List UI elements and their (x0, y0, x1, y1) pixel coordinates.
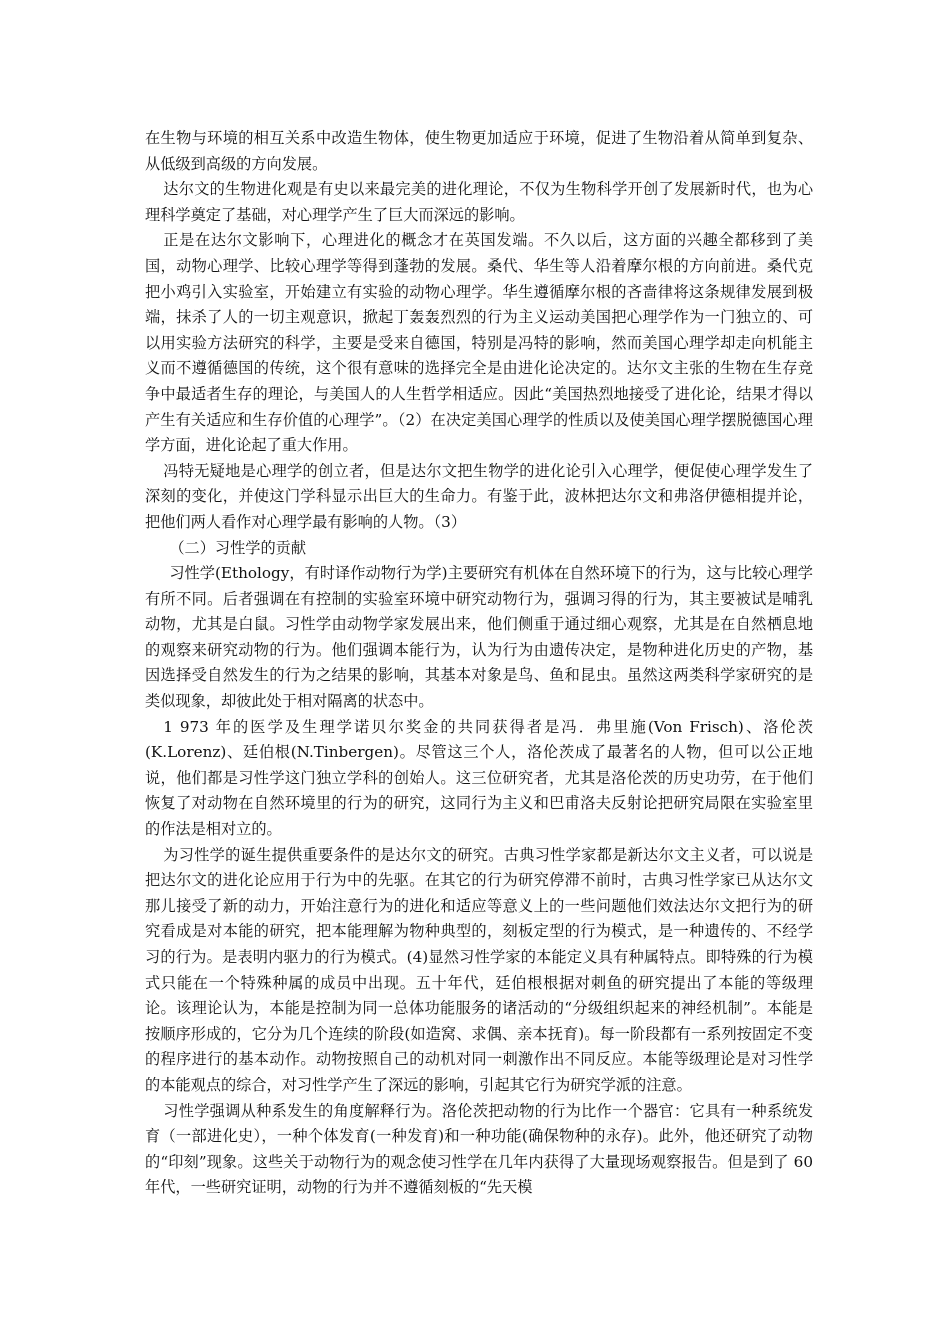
paragraph-nobel-prize: 1 973 年的医学及生理学诺贝尔奖金的共同获得者是冯．弗里施(Von Frisch)、洛伦茨(K.Lorenz)、廷伯根(N.Tinbergen)。尽管这三个人，洛伦茨成了最著名的人物，但可以公正地说，他们都是习性学这门独立学科的创始人。这三位研究者，尤其是洛伦茨的历史功劳，在于他们恢复了对动物在自然环境里的行为的研究，这同行为主义和巴甫洛夫反射论把研究局限在实验室里的作法是相对立的。 (145, 717, 813, 839)
paragraph-american-psychology: 正是在达尔文影响下，心理进化的概念才在英国发端。不久以后，这方面的兴趣全都移到了美国，动物心理学、比较心理学等得到蓬勃的发展。桑代、华生等人沿着摩尔根的方向前进。桑代克把小鸡引入实验室，开始建立有实验的动物心理学。华生遵循摩尔根的吝啬律将这条规律发展到极端，抹杀了人的一切主观意识，掀起丁轰轰烈烈的行为主义运动美国把心理学作为一门独立的、可以用实验方法研究的科学，主要是受来自德国，特别是冯特的影响，然而美国心理学却走向机能主义而不遵循德国的传统，这个很有意味的选择完全是由进化论决定的。达尔文主张的生物在生存竞争中最适者生存的理论，与美国人的人生哲学相适应。因此“美国热烈地接受了进化论，结果才得以产生有关适应和生存价值的心理学”。（2）在决定美国心理学的性质以及使美国心理学摆脱德国心理学方面，进化论起了重大作用。 (145, 231, 813, 455)
section-heading-ethology: （二）习性学的贡献 (169, 538, 306, 557)
document-body (145, 126, 813, 1201)
paragraph-phylogeny: 习性学强调从种系发生的角度解释行为。洛伦茨把动物的行为比作一个器官：它具有一种系统发育（一部进化史），一种个体发育(一种发育)和一种功能(确保物种的永存)。此外，他还研究了动物的“印刻”现象。这些关于动物行为的观念使习性学在几年内获得了大量现场观察报告。但是到了 60 年代，一些研究证明，动物的行为并不遵循刻板的“先天模 (145, 1101, 813, 1197)
paragraph-continuation: 在生物与环境的相互关系中改造生物体，使生物更加适应于环境，促进了生物沿着从简单到复杂、从低级到高级的方向发展。 (145, 129, 813, 173)
paragraph-ethology-definition: 习性学(Ethology，有时译作动物行为学)主要研究有机体在自然环境下的行为，这与比较心理学有所不同。后者强调在有控制的实验室环境中研究动物行为，强调习得的行为，其主要被试是哺乳动物，尤其是白鼠。习性学由动物学家发展出来，他们侧重于通过细心观察，尤其是在自然栖息地的观察来研究动物的行为。他们强调本能行为，认为行为由遗传决定，是物种进化历史的产物，基因选择受自然发生的行为之结果的影响，其基本对象是鸟、鱼和昆虫。虽然这两类科学家研究的是类似现象，却彼此处于相对隔离的状态中。 (145, 564, 813, 711)
paragraph-wundt-darwin: 冯特无疑地是心理学的创立者，但是达尔文把生物学的进化论引入心理学，便促使心理学发生了深刻的变化，并使这门学科显示出巨大的生命力。有鉴于此，波林把达尔文和弗洛伊德相提并论，把他们两人看作对心理学最有影响的人物。（3） (145, 461, 813, 531)
paragraph-darwin-ethology: 为习性学的诞生提供重要条件的是达尔文的研究。古典习性学家都是新达尔文主义者，可以说是把达尔文的进化论应用于行为中的先驱。在其它的行为研究停滞不前时，古典习性学家已从达尔文那儿接受了新的动力，开始注意行为的进化和适应等意义上的一些问题他们效法达尔文把行为的研究看成是对本能的研究，把本能理解为物种典型的，刻板定型的行为模式，是一种遗传的、不经学习的行为。是表明内驱力的行为模式。(4)显然习性学家的本能定义具有种属特点。即特殊的行为模式只能在一个特殊种属的成员中出现。五十年代，廷伯根根据对刺鱼的研究提出了本能的等级理论。该理论认为，本能是控制为同一总体功能服务的诸活动的“分级组织起来的神经机制”。本能是按顺序形成的，它分为几个连续的阶段(如造窝、求偶、亲本抚育)。每一阶段都有一系列按固定不变的程序进行的基本动作。动物按照自己的动机对同一刺激作出不同反应。本能等级理论是对习性学的本能观点的综合，对习性学产生了深远的影响，引起其它行为研究学派的注意。 (145, 845, 813, 1094)
paragraph-darwin-evolution: 达尔文的生物进化观是有史以来最完美的进化理论，不仅为生物科学开创了发展新时代，也为心理科学奠定了基础，对心理学产生了巨大而深远的影响。 (145, 180, 813, 224)
